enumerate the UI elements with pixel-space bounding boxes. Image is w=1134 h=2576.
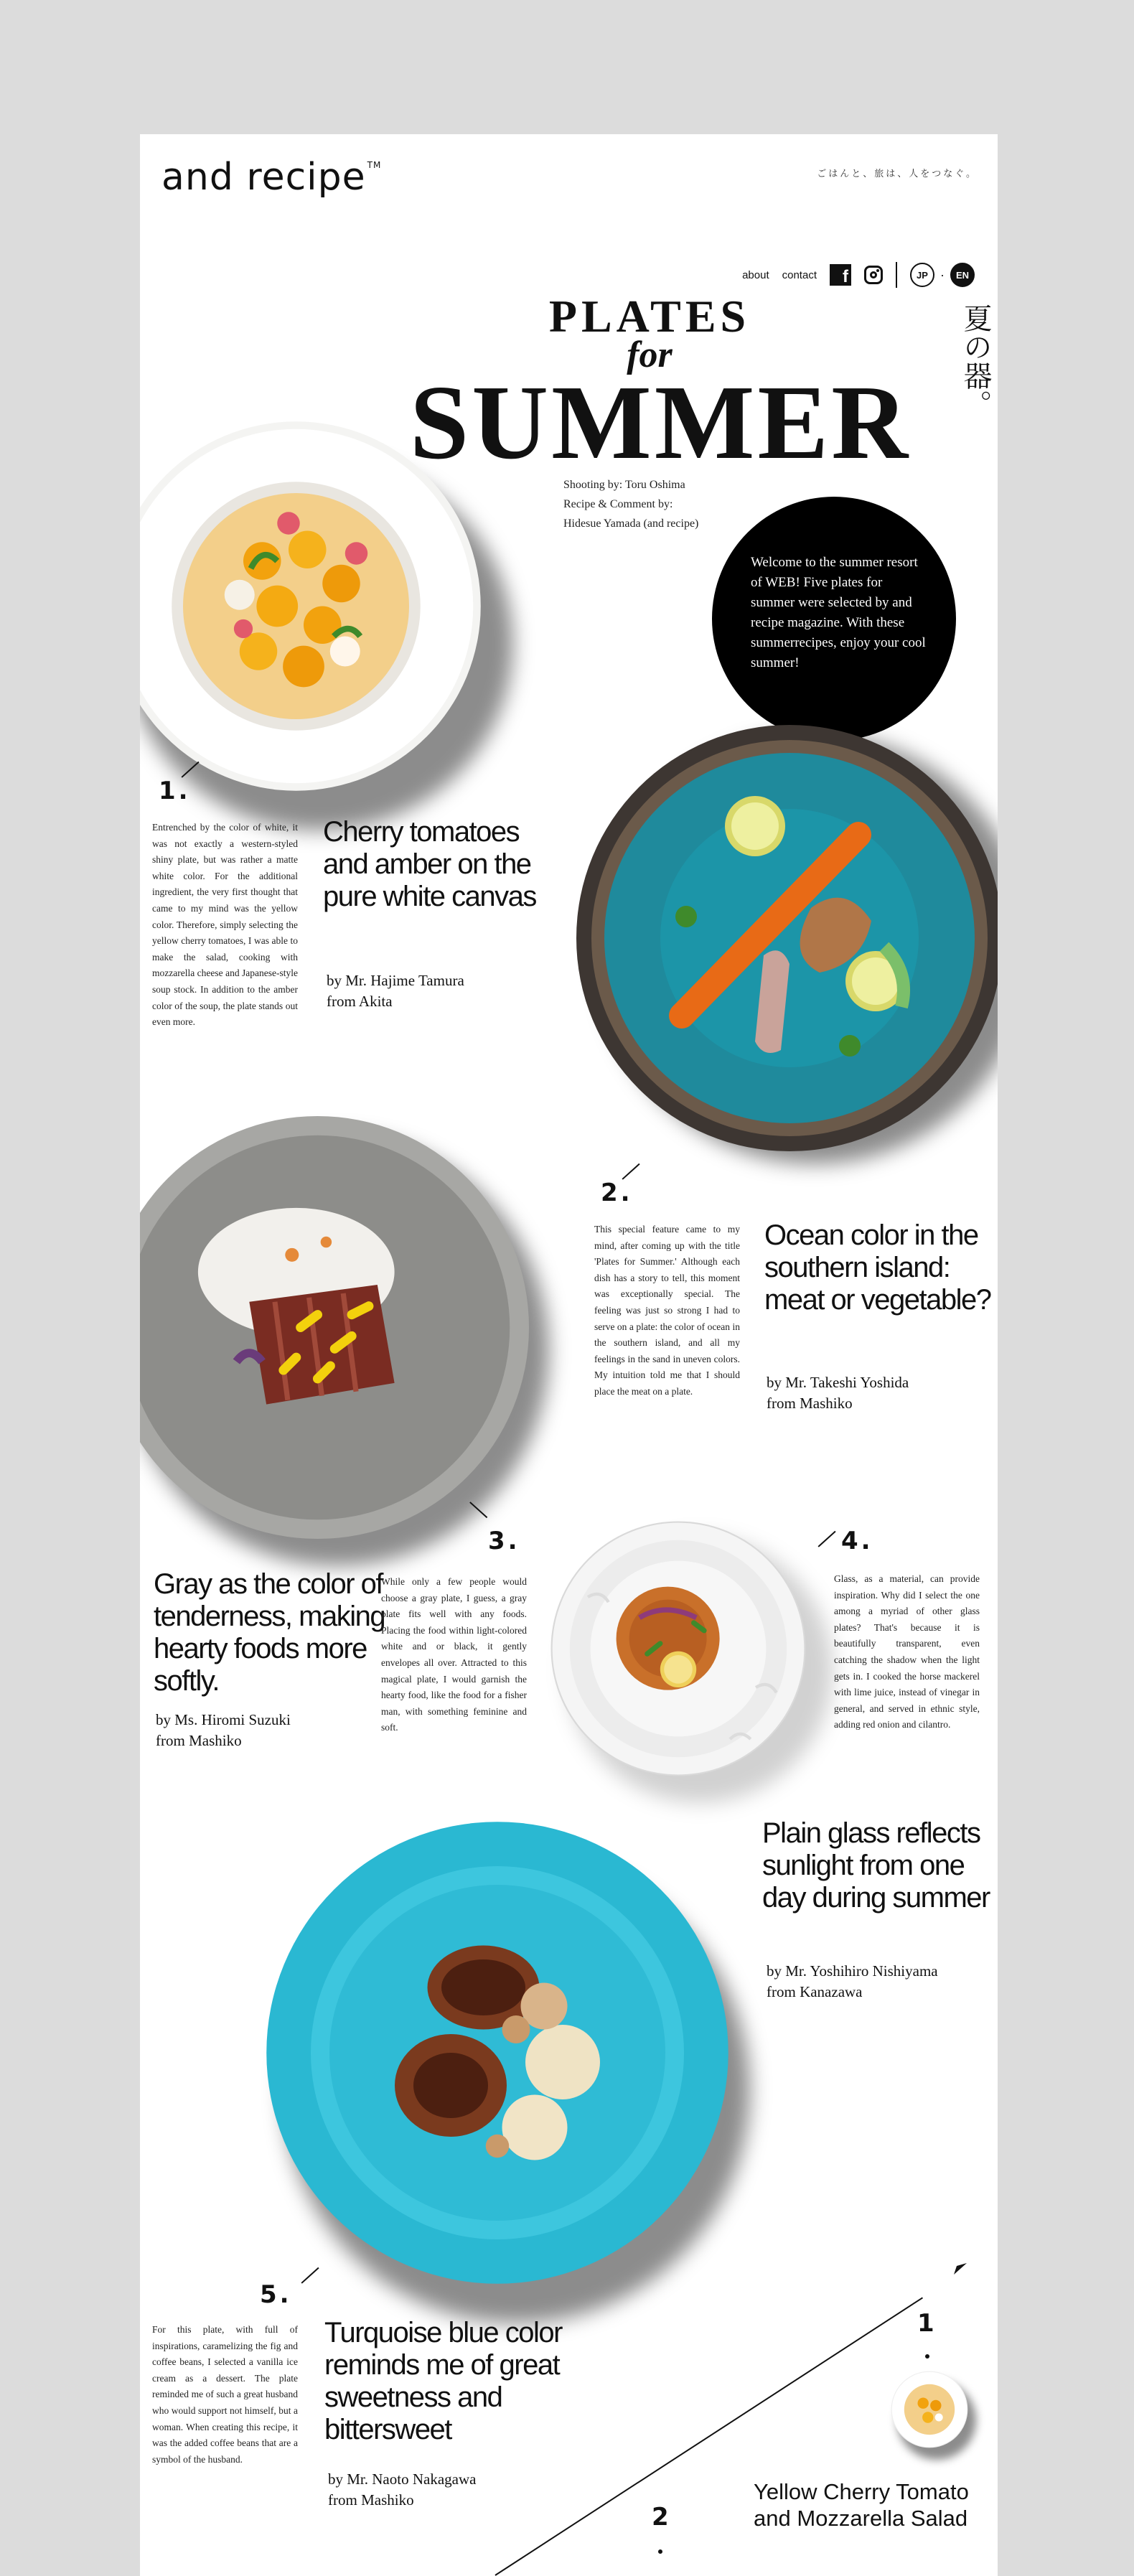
lang-jp-button[interactable]: JP	[910, 263, 934, 287]
credits	[563, 475, 698, 533]
plate-3-description: While only a few people would choose a gray plate, I guess, a gray plate fits well with any foods. Placing the food within light-colored white and or black, it gently envelopes all over. Attracted to this magical plate, I would garnish the hearty food, like the food for a fisher man, with something feminine and soft.	[381, 1576, 527, 1733]
timeline-number-1: 1	[917, 2309, 934, 2338]
credit-name: Hidesue Yamada (and recipe)	[563, 517, 699, 530]
plate-5-number: 5.	[260, 2280, 292, 2309]
thumbnail-plate-1[interactable]	[890, 2370, 969, 2449]
title-plates: PLATES	[548, 291, 751, 342]
plate-4-origin: from Kanazawa	[767, 1983, 863, 2000]
lang-en-button[interactable]: EN	[950, 263, 975, 287]
plate-1-author: by Mr. Hajime Tamura	[327, 972, 464, 989]
plate-2-author: by Mr. Takeshi Yoshida	[767, 1374, 909, 1391]
title-for: for	[627, 334, 673, 375]
plate-1-heading: Cherry tomatoes and amber on the pure white canvas	[323, 816, 536, 912]
credit-shooting: Shooting by: Toru Oshima	[563, 479, 685, 491]
timeline-dot-2	[658, 2549, 662, 2554]
welcome-text: Welcome to the summer resort of WEB! Five plates for summer were selected by and recipe magazine. With these summerrecipes, enjoy your cool summer!	[751, 555, 926, 670]
facebook-icon[interactable]: f	[830, 264, 851, 286]
plate-5-byline	[328, 2469, 476, 2511]
plate-2-image[interactable]	[574, 723, 998, 1153]
plate-5-slash	[301, 2267, 319, 2284]
plate-1-description: Entrenched by the color of white, it was not exactly a western-styled shiny plate, but was rather a matte white color. For the additional ingredient, the very first thought that came to my mind was the yellow color. Therefore, simply selecting the yellow cherry tomatoes, I was able to make the salad, cooking with mozzarella cheese and Japanese-style soup stock. In addition to the amber color of the soup, the plate stands out even more.	[152, 822, 298, 1028]
plate-5-author: by Mr. Naoto Nakagawa	[328, 2470, 477, 2488]
plate-5-heading: Turquoise blue color reminds me of great sweetness and bittersweet	[324, 2317, 562, 2445]
plate-4-byline	[767, 1961, 938, 2003]
timeline-number-2: 2	[652, 2503, 669, 2531]
arrow-head-icon	[951, 2260, 970, 2279]
tagline: ごはんと、旅は、人をつなぐ。	[817, 168, 978, 179]
plate-1-origin: from Akita	[327, 993, 393, 1010]
page	[140, 134, 998, 2576]
logo-trademark: TM	[367, 160, 382, 170]
timeline-dot-1	[925, 2354, 929, 2359]
logo-text: and recipe	[161, 156, 366, 199]
plate-4-slash	[817, 1531, 835, 1547]
japanese-title: 夏の器。	[959, 304, 992, 418]
plate-1-number: 1.	[159, 777, 191, 805]
plate-2-description: This special feature came to my mind, after coming up with the title 'Plates for Summer.' Although each dish has a story to tell, this moment was exceptionally special. The feeling was just so strong I had to serve on a plate: the color of ocean in the southern island, and all my feelings in the sand in uneven colors. My intuition told me that I should place the meat on a plate.	[594, 1224, 740, 1397]
plate-2-heading: Ocean color in the southern island: meat or vegetable?	[764, 1219, 991, 1316]
plate-1-byline	[327, 970, 464, 1012]
plate-4-heading: Plain glass reflects sunlight from one day during summer	[762, 1817, 990, 1914]
nav-contact-link[interactable]: contact	[782, 268, 817, 281]
plate-2-origin: from Mashiko	[767, 1395, 853, 1412]
plate-3-author: by Ms. Hiromi Suzuki	[156, 1711, 291, 1728]
plate-3-byline	[156, 1710, 291, 1751]
nav-about-link[interactable]: about	[742, 268, 769, 281]
plate-2-number: 2.	[601, 1179, 633, 1207]
timeline-item-1-title[interactable]: Yellow Cherry Tomato and Mozzarella Salad	[754, 2479, 969, 2531]
plate-5-description: For this plate, with full of inspirations, caramelizing the fig and coffee beans, I selected a vanilla ice cream as a dessert. The plate reminded me of such a great husband who would support not himself, but a woman. When creating this recipe, it was the added coffee beans that are a symbol of the husband.	[152, 2324, 298, 2465]
plate-4-author: by Mr. Yoshihiro Nishiyama	[767, 1962, 938, 1980]
plate-2-byline	[767, 1372, 909, 1414]
brand-logo[interactable]	[161, 156, 381, 199]
plate-2-slash	[622, 1163, 639, 1180]
top-nav	[742, 262, 975, 288]
plate-4-number: 4.	[841, 1527, 873, 1555]
plate-4-description: Glass, as a material, can provide inspiration. Why did I select the one among a myriad of other glass plates? That's because it is beautifully transparent, even catching the shadow when the light gets in. I cooked the horse mackerel with lime juice, instead of vinegar in general, and served in ethnic style, adding red onion and cilantro.	[834, 1573, 980, 1730]
plate-5-image[interactable]	[264, 1819, 731, 2286]
plate-5-origin: from Mashiko	[328, 2491, 414, 2509]
instagram-icon[interactable]	[864, 266, 883, 284]
plate-3-number: 3.	[488, 1527, 520, 1555]
credit-recipe: Recipe & Comment by:	[563, 498, 673, 510]
plate-3-origin: from Mashiko	[156, 1732, 242, 1749]
nav-divider	[896, 262, 897, 288]
title-summer: SUMMER	[409, 364, 912, 482]
plate-3-heading: Gray as the color of tenderness, making hearty foods more softly.	[154, 1568, 385, 1697]
welcome-circle	[712, 497, 956, 741]
lang-separator: ·	[940, 267, 945, 282]
plate-4-image[interactable]	[549, 1519, 807, 1778]
